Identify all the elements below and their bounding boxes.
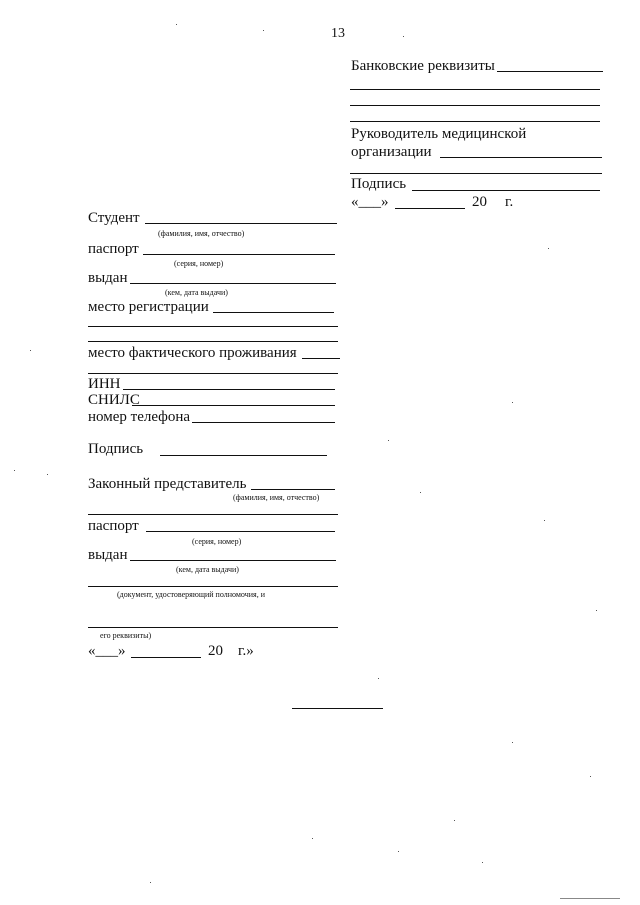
representative-issued-label: выдан [88, 547, 128, 563]
representative-passport-label: паспорт [88, 518, 139, 534]
passport-label: паспорт [88, 241, 139, 257]
bank-details-line-4[interactable] [350, 121, 600, 122]
student-signature-label: Подпись [88, 441, 144, 457]
representative-name-hint: (фамилия, имя, отчество) [233, 493, 320, 502]
representative-document-line-2[interactable] [88, 627, 338, 628]
inn-label: ИНН [88, 376, 121, 392]
bank-signature-label: Подпись [351, 176, 407, 192]
snils-label: СНИЛС [88, 392, 140, 408]
bank-details-line-3[interactable] [350, 105, 600, 106]
representative-passport-line[interactable] [146, 531, 335, 532]
representative-date-day: «___» [88, 643, 126, 659]
document-end-separator [292, 708, 383, 709]
representative-date-year: 20 [208, 643, 223, 659]
head-name-line-1[interactable] [440, 157, 602, 158]
registration-line-1[interactable] [213, 312, 334, 313]
residence-line-2[interactable] [88, 373, 338, 374]
student-signature-line[interactable] [160, 455, 327, 456]
bank-date-year: 20 [472, 194, 487, 210]
page-number: 13 [331, 26, 345, 41]
bank-details-line-2[interactable] [350, 89, 600, 90]
passport-hint: (серия, номер) [174, 259, 224, 268]
bank-date-suffix: г. [505, 194, 514, 210]
bank-details-line-1[interactable] [497, 71, 603, 72]
bank-signature-line[interactable] [412, 190, 600, 191]
bank-date-day: «___» [351, 194, 389, 210]
residence-label: место фактического проживания [88, 345, 297, 361]
passport-line[interactable] [143, 254, 335, 255]
head-name-line-2[interactable] [350, 173, 602, 174]
scan-edge-line [560, 898, 620, 899]
head-label-line2: организации [351, 144, 432, 160]
phone-line[interactable] [192, 422, 335, 423]
snils-line[interactable] [132, 405, 335, 406]
representative-date-month-line[interactable] [131, 657, 201, 658]
registration-label: место регистрации [88, 299, 209, 315]
bank-details-label: Банковские реквизиты [351, 58, 495, 74]
representative-name-line-2[interactable] [88, 514, 338, 515]
representative-document-hint-cont: его реквизиты) [100, 631, 152, 640]
student-name-hint: (фамилия, имя, отчество) [158, 229, 245, 238]
representative-document-line-1[interactable] [88, 586, 338, 587]
student-label: Студент [88, 210, 140, 226]
phone-label: номер телефона [88, 409, 191, 425]
issued-line[interactable] [130, 283, 336, 284]
residence-line-1[interactable] [302, 358, 340, 359]
representative-document-hint: (документ, удостоверяющий полномочия, и [117, 590, 265, 599]
representative-name-line-1[interactable] [251, 489, 335, 490]
registration-line-3[interactable] [88, 341, 338, 342]
student-name-line[interactable] [145, 223, 337, 224]
representative-issued-line[interactable] [130, 560, 336, 561]
issued-label: выдан [88, 270, 128, 286]
head-label-line1: Руководитель медицинской [351, 126, 527, 142]
representative-passport-hint: (серия, номер) [192, 537, 242, 546]
registration-line-2[interactable] [88, 326, 338, 327]
inn-line[interactable] [123, 389, 335, 390]
bank-date-month-line[interactable] [395, 208, 465, 209]
issued-hint: (кем, дата выдачи) [165, 288, 228, 297]
representative-issued-hint: (кем, дата выдачи) [176, 565, 239, 574]
representative-label: Законный представитель [88, 476, 247, 492]
representative-date-suffix: г.» [238, 643, 254, 659]
